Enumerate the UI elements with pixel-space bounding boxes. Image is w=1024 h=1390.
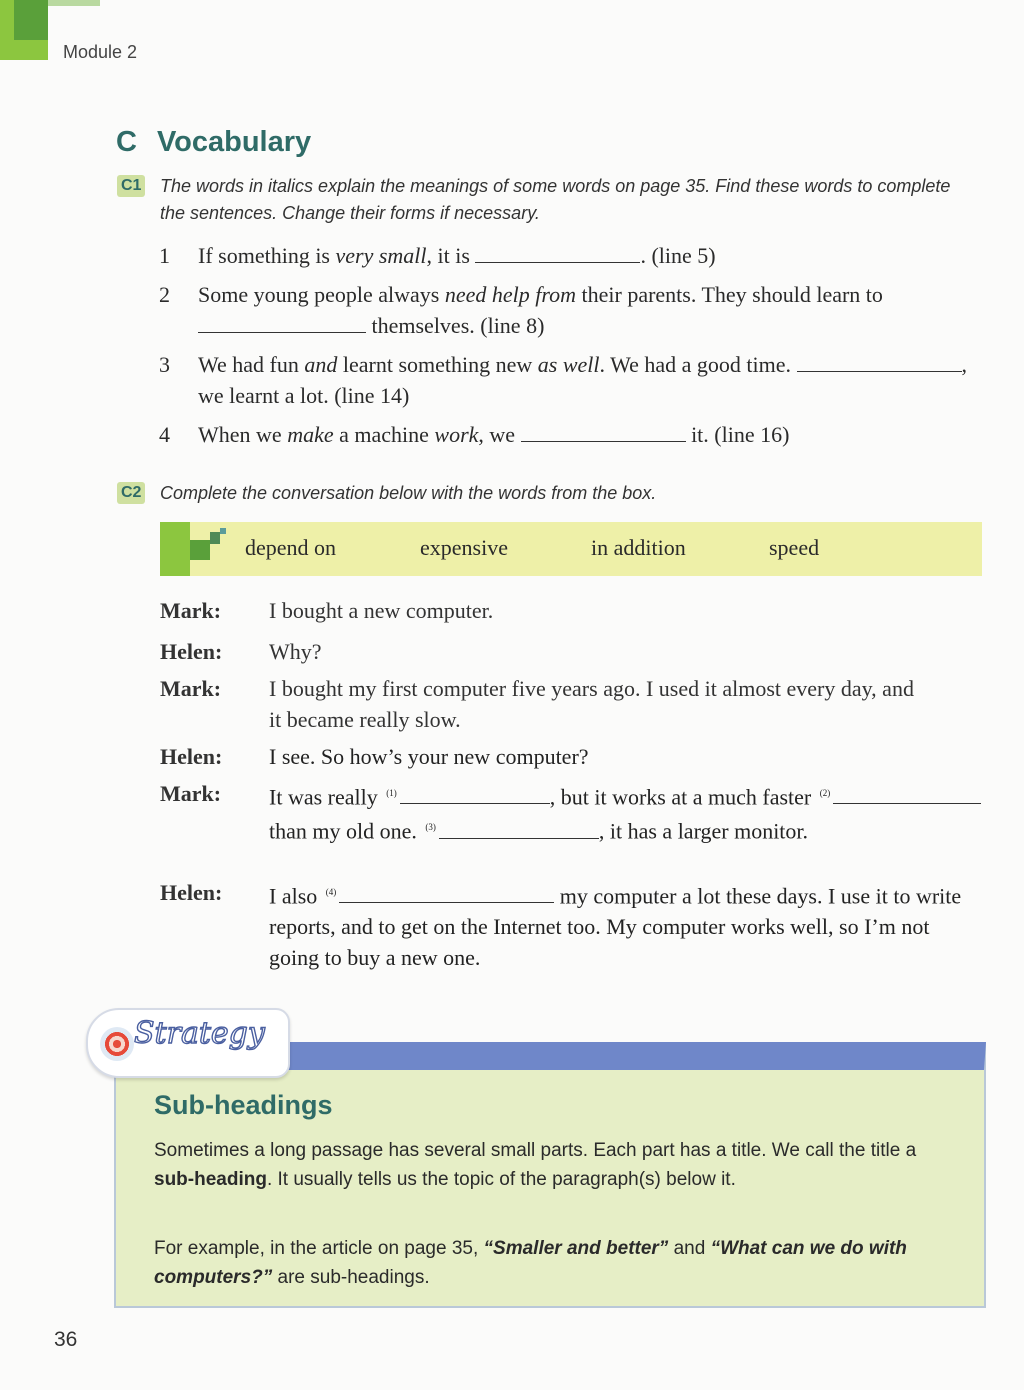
- box-decoration-icon: [220, 528, 226, 534]
- c2-instruction: Complete the conversation below with the words from the box.: [160, 483, 657, 503]
- section-heading: [116, 126, 311, 159]
- italic-phrase: work: [434, 422, 479, 447]
- question-text: Some young people always need help from their parents. They should learn to themselves. (line 8): [198, 282, 883, 338]
- word-option: expensive: [420, 535, 508, 560]
- dialog-line: [160, 877, 990, 973]
- section-title: Vocabulary: [156, 126, 312, 158]
- word-option: speed: [769, 535, 820, 560]
- line-text: Why?: [269, 639, 322, 664]
- corner-decoration-dark: [14, 0, 48, 40]
- speaker: Helen:: [160, 639, 223, 664]
- answer-blank[interactable]: [439, 818, 599, 839]
- answer-blank[interactable]: [475, 242, 640, 263]
- module-label: Module 2: [63, 42, 138, 62]
- page-number: 36: [54, 1328, 78, 1351]
- speaker: Mark:: [160, 781, 222, 806]
- speaker: Mark:: [160, 598, 222, 623]
- speaker: Helen:: [160, 880, 223, 905]
- question-3: [159, 349, 989, 411]
- blank-number: (2): [819, 788, 831, 798]
- answer-blank[interactable]: [400, 783, 550, 804]
- line-text: It was really $^{(1)}$ , but it works at a much faster $^{(2)}$ than my old one. $^{(3)}$ , it has a larger monitor.: [269, 778, 984, 847]
- italic-phrase: as well: [537, 352, 600, 377]
- word-box: [160, 522, 982, 576]
- speaker: Helen:: [160, 744, 223, 769]
- answer-blank[interactable]: [198, 312, 366, 333]
- question-number: 4: [159, 422, 170, 447]
- exercise-tag-c2: C2: [117, 482, 145, 504]
- c1-instruction: The words in italics explain the meanings of some words on page 35. Find these words to complete the sentences. Change their forms if necessary.: [160, 176, 951, 223]
- question-4: [159, 419, 989, 450]
- exercise-tag-c1: C1: [117, 175, 145, 197]
- strategy-paragraph: Sometimes a long passage has several small parts. Each part has a title. We call the title a sub-heading. It usually tells us the topic of the paragraph(s) below it.: [154, 1140, 917, 1190]
- question-1: [159, 240, 989, 271]
- question-number: 1: [159, 243, 170, 268]
- speaker: Mark:: [160, 676, 222, 701]
- answer-blank[interactable]: [521, 421, 686, 442]
- corner-decoration-light: [48, 0, 100, 6]
- box-decoration-icon: [190, 540, 210, 560]
- strategy-title: Sub-headings: [154, 1090, 333, 1120]
- strategy-badge-label: Strategy: [134, 1016, 265, 1051]
- italic-phrase: need help from: [444, 282, 577, 307]
- dialog-line: [160, 673, 990, 735]
- question-number: 3: [159, 352, 170, 377]
- answer-blank[interactable]: [339, 882, 554, 903]
- italic-phrase: very small: [335, 243, 427, 268]
- answer-blank[interactable]: [833, 783, 981, 804]
- question-number: 2: [159, 282, 170, 307]
- line-text: I bought a new computer.: [269, 598, 494, 623]
- box-decoration-icon: [210, 532, 220, 544]
- dialog-line: [160, 595, 990, 626]
- answer-blank[interactable]: [797, 351, 962, 372]
- question-text: If something is very small, it is . (line 5): [198, 243, 716, 268]
- question-text: We had fun and learnt something new as well. We had a good time. , we learnt a lot. (line 14): [198, 352, 968, 408]
- italic-phrase: make: [287, 422, 334, 447]
- word-option: in addition: [591, 535, 686, 560]
- question-2: [159, 279, 989, 341]
- line-text: I also $^{(4)}$ my computer a lot these days. I use it to write reports, and to get on the Internet too. My computer works well, so I’m not going to buy a new one.: [269, 883, 962, 971]
- blank-number: (3): [425, 822, 436, 833]
- strategy-example: For example, in the article on page 35, “Smaller and better” and “What can we do with computers?” are sub-headings.: [154, 1238, 907, 1288]
- dialog-line: [160, 741, 990, 772]
- italic-phrase: and: [304, 352, 338, 377]
- dialog-line: [160, 778, 990, 847]
- target-icon: [100, 1027, 134, 1061]
- word-option: depend on: [245, 535, 337, 560]
- blank-number: (4): [325, 887, 337, 897]
- dialog-line: [160, 636, 990, 667]
- section-letter: C: [116, 126, 137, 158]
- line-text: I see. So how’s your new computer?: [269, 744, 589, 769]
- line-text: I bought my first computer five years ago. I used it almost every day, and it became really slow.: [269, 676, 914, 732]
- blank-number: (1): [386, 788, 397, 798]
- question-text: When we make a machine work, we it. (line 16): [198, 422, 790, 447]
